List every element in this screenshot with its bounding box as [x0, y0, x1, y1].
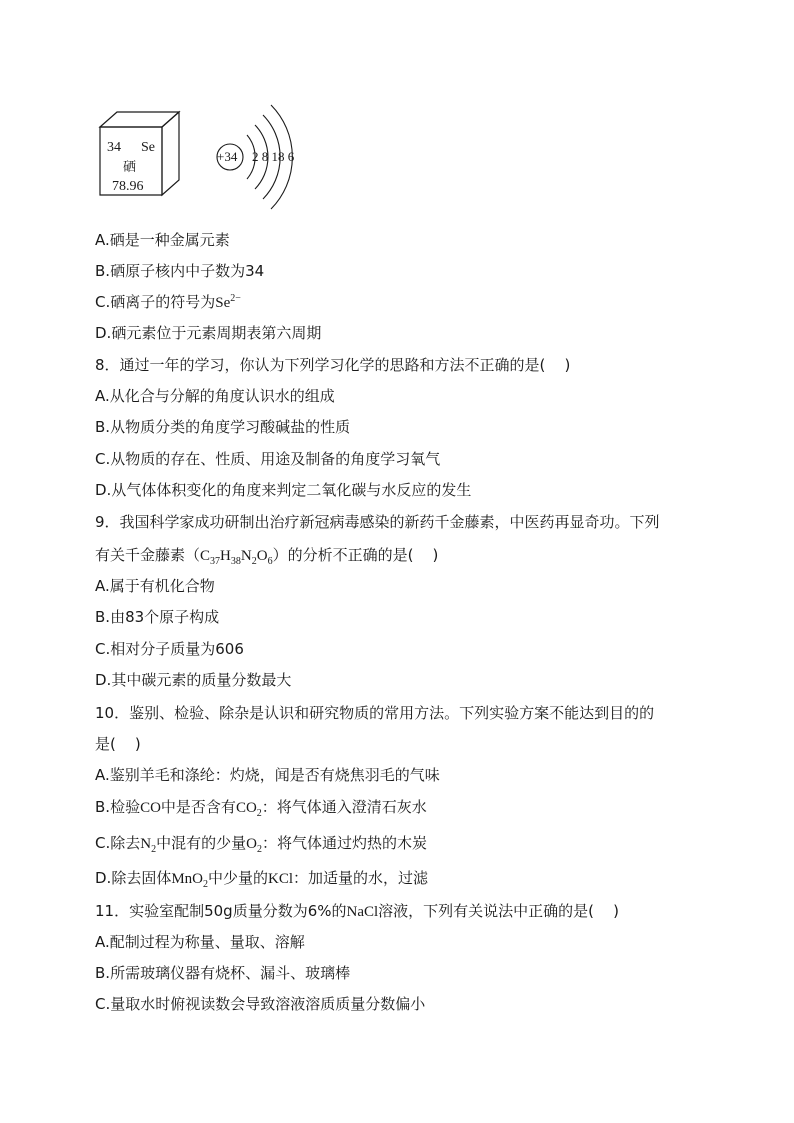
- option-text: 量取水时俯视读数会导致溶液溶质质量分数偏小: [110, 995, 426, 1013]
- question-stem: 8．通过一年的学习，你认为下列学习化学的思路和方法不正确的是( ): [95, 356, 571, 374]
- formula-nacl: NaCl: [346, 904, 379, 920]
- option-letter: B.: [95, 798, 111, 816]
- option-text: 从化合与分解的角度认识水的组成: [109, 387, 335, 405]
- option-letter: D.: [95, 671, 112, 689]
- option-letter: B.: [95, 608, 111, 626]
- option-text: 硒离子的符号为: [110, 293, 216, 311]
- question-stem: ）的分析不正确的是( ): [272, 546, 439, 564]
- q7-option-b: [95, 261, 264, 281]
- q11-option-b: [95, 963, 350, 983]
- q10-option-d: [95, 868, 428, 889]
- option-letter: C.: [95, 293, 111, 311]
- q10-stem-line2: [95, 734, 141, 754]
- nucleus-charge: +34: [217, 149, 238, 164]
- formula-co2: [235, 800, 262, 819]
- option-text: 相对分子质量为606: [110, 640, 244, 658]
- formula-element: MnO: [171, 871, 204, 887]
- option-text: ：加适量的水，过滤: [293, 869, 429, 887]
- option-letter: A.: [95, 231, 110, 249]
- option-letter: A.: [95, 387, 110, 405]
- option-text: 硒原子核内中子数为34: [110, 262, 265, 280]
- option-letter: B.: [95, 418, 111, 436]
- formula-co: CO: [140, 800, 161, 816]
- q9-stem-line2: [95, 545, 438, 566]
- option-text: 硒是一种金属元素: [109, 231, 230, 249]
- formula-subscript: 6: [267, 556, 273, 567]
- q9-option-a: [95, 576, 215, 596]
- formula-mno2: [171, 871, 209, 890]
- option-letter: D.: [95, 869, 112, 887]
- option-text: ：将气体通入澄清石灰水: [261, 798, 427, 816]
- option-letter: C.: [95, 640, 111, 658]
- formula-subscript: 2: [251, 556, 257, 567]
- option-text: 所需玻璃仪器有烧杯、漏斗、玻璃棒: [110, 964, 351, 982]
- q10-stem-line1: [95, 703, 654, 723]
- option-letter: A.: [95, 766, 110, 784]
- option-letter: C.: [95, 834, 111, 852]
- option-letter: A.: [95, 933, 110, 951]
- q8-option-c: [95, 449, 440, 469]
- formula-element: O: [246, 836, 257, 852]
- option-text: 中少量的: [208, 869, 269, 887]
- question-stem: 10．鉴别、检验、除杂是认识和研究物质的常用方法。下列实验方案不能达到目的的: [95, 704, 655, 722]
- option-text: 从气体体积变化的角度来判定二氧化碳与水反应的发生: [111, 481, 472, 499]
- formula-subscript: 38: [230, 556, 241, 567]
- option-text: ：将气体通过灼热的木炭: [261, 834, 427, 852]
- cube-name: 硒: [123, 160, 137, 175]
- cube-symbol: Se: [141, 140, 155, 155]
- formula-element: H: [220, 548, 231, 564]
- option-text: 配制过程为称量、量取、溶解: [109, 933, 305, 951]
- q7-option-d: [95, 323, 321, 343]
- q8-option-a: [95, 386, 335, 406]
- selenium-figure: [95, 95, 315, 225]
- option-letter: B.: [95, 964, 111, 982]
- q8-stem: [95, 355, 570, 375]
- q8-option-b: [95, 417, 350, 437]
- q10-option-c: [95, 833, 427, 854]
- formula-subscript: 2: [151, 844, 157, 855]
- cube-mass: 78.96: [112, 179, 144, 194]
- option-text: 中混有的少量: [156, 834, 247, 852]
- formula-element: O: [256, 548, 268, 564]
- option-letter: D.: [95, 481, 112, 499]
- formula-n2: [140, 836, 157, 855]
- formula-element: C: [200, 548, 211, 564]
- q9-option-d: [95, 670, 291, 690]
- formula-charge: 2−: [230, 293, 241, 304]
- q11-option-c: [95, 994, 425, 1014]
- formula-subscript: 2: [256, 844, 262, 855]
- q7-option-c: [95, 292, 241, 313]
- q7-option-a: [95, 230, 230, 250]
- option-letter: C.: [95, 995, 111, 1013]
- formula-subscript: 37: [210, 556, 221, 567]
- formula-subscript: 2: [203, 879, 209, 890]
- question-stem: 是( ): [95, 735, 141, 753]
- question-stem: 11．实验室配制50g质量分数为6%的: [95, 902, 347, 920]
- formula-o2: [246, 836, 262, 855]
- formula-subscript: 2: [256, 808, 262, 819]
- option-text: 从物质分类的角度学习酸碱盐的性质: [110, 418, 351, 436]
- q9-option-c: [95, 639, 244, 659]
- option-text: 由83个原子构成: [110, 608, 220, 626]
- option-text: 属于有机化合物: [109, 577, 215, 595]
- formula-element: N: [240, 548, 252, 564]
- selenium-diagram: [95, 95, 315, 225]
- formula-c37h38n2o6: [200, 548, 273, 567]
- option-text: 除去: [110, 834, 141, 852]
- q11-option-a: [95, 932, 305, 952]
- option-text: 检验: [110, 798, 141, 816]
- formula-kcl: KCl: [268, 871, 294, 887]
- q10-option-a: [95, 765, 440, 785]
- option-letter: B.: [95, 262, 111, 280]
- option-text: 除去固体: [111, 869, 172, 887]
- option-letter: A.: [95, 577, 110, 595]
- question-stem: 9．我国科学家成功研制出治疗新冠病毒感染的新药千金藤素，中医药再显奇功。下列: [95, 513, 660, 531]
- cube-atomic-number: 34: [107, 140, 121, 155]
- question-stem: 有关千金藤素（: [95, 546, 201, 564]
- option-text: 中是否含有: [160, 798, 236, 816]
- option-text: 硒元素位于元素周期表第六周期: [111, 324, 322, 342]
- q9-option-b: [95, 607, 219, 627]
- formula-element: CO: [235, 800, 257, 816]
- question-stem: 溶液，下列有关说法中正确的是( ): [378, 902, 619, 920]
- electron-shells: 2 8 18 6: [252, 149, 295, 164]
- formula-element: N: [140, 836, 152, 852]
- option-letter: D.: [95, 324, 112, 342]
- q11-stem: [95, 901, 619, 922]
- option-text: 从物质的存在、性质、用途及制备的角度学习氧气: [110, 450, 441, 468]
- q9-stem-line1: [95, 512, 660, 532]
- q10-option-b: [95, 797, 427, 818]
- option-text: 其中碳元素的质量分数最大: [111, 671, 292, 689]
- q8-option-d: [95, 480, 471, 500]
- formula-se: Se: [215, 295, 231, 311]
- option-letter: C.: [95, 450, 111, 468]
- option-text: 鉴别羊毛和涤纶：灼烧，闻是否有烧焦羽毛的气味: [109, 766, 440, 784]
